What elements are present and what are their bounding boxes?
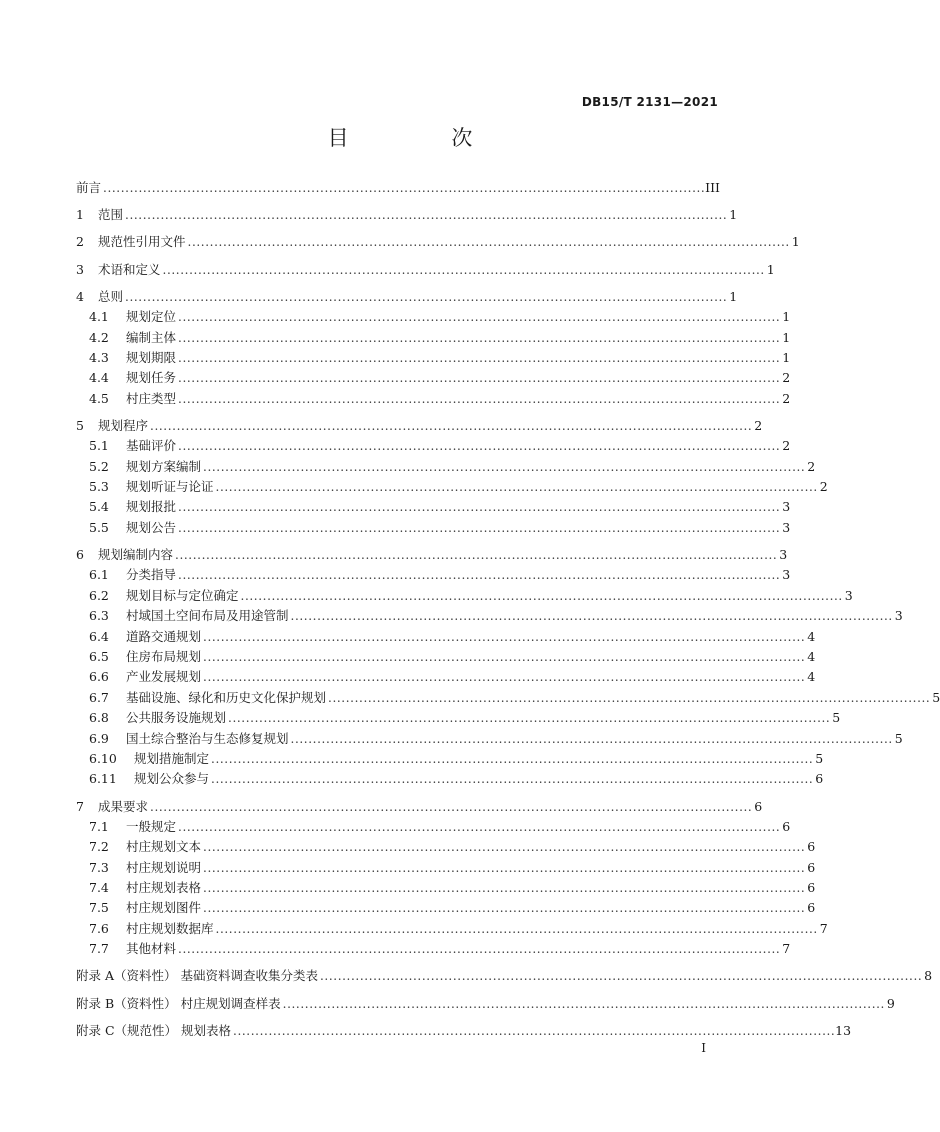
toc-entry[interactable]: [76, 878, 816, 898]
toc-entry[interactable]: [76, 586, 853, 606]
toc-entry-page: 4: [807, 648, 816, 664]
toc-entry-title: 规划目标与定位确定: [126, 587, 239, 603]
toc-entry-title: 规划方案编制: [126, 458, 202, 474]
toc-entry[interactable]: [76, 994, 895, 1014]
dot-leader: [125, 287, 725, 307]
toc-entry-title: 规划报批: [126, 499, 177, 515]
dot-leader: [283, 994, 883, 1014]
toc-entry[interactable]: [76, 817, 791, 837]
dot-leader: [241, 586, 841, 606]
page-title: 目 次: [327, 126, 521, 150]
toc-entry-number: 6.4: [89, 628, 109, 644]
toc-entry[interactable]: [76, 688, 940, 708]
toc-entry[interactable]: [76, 667, 816, 687]
toc-entry[interactable]: [76, 436, 791, 456]
toc-entry[interactable]: [76, 837, 816, 857]
dot-leader: [228, 708, 828, 728]
toc-entry[interactable]: [76, 647, 816, 667]
toc-entry-title: 道路交通规划: [126, 628, 202, 644]
toc-entry-number: 6.9: [89, 730, 109, 746]
dot-leader: [178, 348, 778, 368]
dot-leader: [178, 518, 778, 538]
toc-entry-page: 2: [782, 370, 791, 386]
toc-entry[interactable]: [76, 389, 791, 409]
dot-leader: [216, 919, 816, 939]
toc-entry-title: 规划期限: [126, 349, 177, 365]
toc-entry-title: 村域国土空间布局及用途管制: [126, 608, 289, 624]
toc-entry-title: 村庄规划表格: [126, 880, 202, 896]
dot-leader: [178, 328, 778, 348]
dot-leader: [211, 769, 811, 789]
dot-leader: [188, 232, 788, 252]
toc-entry[interactable]: [76, 457, 816, 477]
toc-entry-number: 6.2: [89, 587, 109, 603]
dot-leader: [178, 307, 778, 327]
dot-leader: [150, 797, 750, 817]
dot-leader: [203, 627, 803, 647]
dot-leader: [211, 749, 811, 769]
toc-entry[interactable]: [76, 178, 720, 198]
dot-leader: [178, 368, 778, 388]
toc-entry-page: 6: [754, 798, 763, 814]
toc-entry-number: 6.10: [89, 750, 117, 766]
toc-entry-title: 编制主体: [126, 329, 177, 345]
toc-entry-page: 3: [782, 499, 791, 515]
toc-entry-title: 总则: [98, 288, 124, 304]
dot-leader: [203, 457, 803, 477]
toc-entry-page: 6: [807, 880, 816, 896]
document-code: DB15/T 2131—2021: [581, 95, 718, 109]
toc-entry-page: 1: [766, 261, 775, 277]
toc-entry-page: 4: [807, 669, 816, 685]
toc-entry-page: 6: [782, 818, 791, 834]
dot-leader: [291, 606, 891, 626]
dot-leader: [178, 565, 778, 585]
toc-entry-number: 3: [76, 261, 84, 277]
toc-entry-title: 规划听证与论证: [126, 479, 214, 495]
toc-entry-title: 规划程序: [98, 417, 149, 433]
toc-entry-number: 7.2: [89, 839, 109, 855]
toc-entry-title: 范围: [98, 207, 124, 223]
toc-entry-title: 村庄规划数据库: [126, 920, 214, 936]
toc-entry-number: 4.1: [89, 309, 109, 325]
dot-leader: [163, 260, 763, 280]
toc-entry-page: 7: [782, 941, 791, 957]
toc-entry-number: 7.1: [89, 818, 109, 834]
toc-entry-page: 8: [924, 968, 933, 984]
toc-entry-page: 5: [932, 689, 940, 705]
toc-entry-page: 3: [894, 608, 903, 624]
toc-entry[interactable]: [76, 966, 933, 986]
toc-entry[interactable]: [76, 307, 791, 327]
toc-entry-page: III: [705, 180, 720, 195]
dot-leader: [216, 477, 816, 497]
toc-entry-number: 7.4: [89, 880, 109, 896]
toc-entry[interactable]: [76, 565, 791, 585]
toc-entry-page: 9: [886, 995, 895, 1011]
toc-entry-number: 5.1: [89, 438, 109, 454]
toc-entry[interactable]: [76, 606, 903, 626]
toc-entry-number: 5.2: [89, 458, 109, 474]
toc-entry-page: 1: [729, 207, 738, 223]
toc-entry-title: 规划定位: [126, 309, 177, 325]
toc-entry[interactable]: [76, 328, 791, 348]
toc-entry-number: 5: [76, 417, 84, 433]
toc-entry[interactable]: [76, 898, 816, 918]
toc-entry-title: 住房布局规划: [126, 648, 202, 664]
toc-entry[interactable]: [76, 858, 816, 878]
toc-entry-title: 规划公众参与: [134, 771, 210, 787]
toc-entry[interactable]: [76, 368, 791, 388]
page-number: I: [701, 1041, 706, 1055]
toc-entry[interactable]: [76, 939, 791, 959]
dot-leader: [320, 966, 920, 986]
toc-entry-page: 2: [782, 438, 791, 454]
dot-leader: [175, 545, 775, 565]
toc-entry-number: 5.5: [89, 519, 109, 535]
dot-leader: [328, 688, 928, 708]
toc-entry-number: 7.3: [89, 859, 109, 875]
toc-entry-title: 规划编制内容: [98, 547, 174, 563]
toc-entry[interactable]: [76, 477, 828, 497]
toc-entry[interactable]: [76, 205, 738, 225]
dot-leader: [103, 178, 703, 198]
toc-entry-number: 4.4: [89, 370, 109, 386]
toc-entry-number: 5.4: [89, 499, 109, 515]
toc-entry-page: 1: [729, 288, 738, 304]
toc-entry-page: 1: [782, 349, 791, 365]
dot-leader: [291, 729, 891, 749]
toc-entry[interactable]: [76, 729, 903, 749]
toc-entry-title: 附录 C（规范性） 规划表格: [76, 1022, 232, 1038]
dot-leader: [178, 497, 778, 517]
toc-entry-title: 附录 A（资料性） 基础资料调查收集分类表: [76, 968, 318, 984]
toc-entry-title: 基础评价: [126, 438, 177, 454]
toc-entry-number: 4.3: [89, 349, 109, 365]
toc-entry-number: 2: [76, 234, 84, 250]
dot-leader: [203, 858, 803, 878]
toc-entry-title: 一般规定: [126, 818, 177, 834]
toc-entry-title: 前言: [76, 180, 102, 195]
toc-entry-number: 6.11: [89, 771, 117, 787]
toc-entry-number: 5.3: [89, 479, 109, 495]
toc-entry-title: 分类指导: [126, 567, 177, 583]
toc-entry-number: 6.6: [89, 669, 109, 685]
toc-entry-number: 6.8: [89, 710, 109, 726]
toc-entry-title: 规划任务: [126, 370, 177, 386]
toc-entry-title: 附录 B（资料性） 村庄规划调查样表: [76, 995, 281, 1011]
toc-entry-page: 5: [894, 730, 903, 746]
toc-entry-title: 国土综合整治与生态修复规划: [126, 730, 289, 746]
toc-entry[interactable]: [76, 919, 828, 939]
toc-entry[interactable]: [76, 497, 791, 517]
toc-entry-page: 2: [754, 417, 763, 433]
toc-entry-number: 6: [76, 547, 84, 563]
toc-entry-page: 6: [807, 900, 816, 916]
toc-entry-title: 村庄规划文本: [126, 839, 202, 855]
dot-leader: [178, 389, 778, 409]
toc-entry-page: 1: [782, 329, 791, 345]
toc-entry[interactable]: [76, 232, 800, 252]
toc-entry-page: 3: [844, 587, 853, 603]
toc-entry-title: 其他材料: [126, 941, 177, 957]
toc-entry-number: 7.5: [89, 900, 109, 916]
dot-leader: [233, 1021, 833, 1041]
toc-entry-number: 4: [76, 288, 84, 304]
toc-entry-title: 规范性引用文件: [98, 234, 186, 250]
toc-entry-number: 1: [76, 207, 84, 223]
toc-entry-number: 6.1: [89, 567, 109, 583]
toc-entry-title: 规划公告: [126, 519, 177, 535]
toc-entry-number: 6.7: [89, 689, 109, 705]
toc-entry[interactable]: [76, 348, 791, 368]
toc-entry-number: 4.5: [89, 390, 109, 406]
dot-leader: [178, 817, 778, 837]
toc-entry-number: 7: [76, 798, 84, 814]
toc-entry-page: 7: [819, 920, 828, 936]
toc-entry-title: 村庄类型: [126, 390, 177, 406]
toc-entry-page: 2: [807, 458, 816, 474]
toc-entry[interactable]: [76, 797, 763, 817]
dot-leader: [203, 878, 803, 898]
table-of-contents: [76, 178, 940, 1041]
toc-entry-number: 6.3: [89, 608, 109, 624]
dot-leader: [203, 647, 803, 667]
toc-entry-number: 6.5: [89, 648, 109, 664]
dot-leader: [125, 205, 725, 225]
dot-leader: [178, 939, 778, 959]
toc-entry-page: 4: [807, 628, 816, 644]
toc-entry-page: 1: [791, 234, 800, 250]
toc-entry[interactable]: [76, 749, 824, 769]
toc-entry-page: 6: [807, 859, 816, 875]
toc-entry-title: 公共服务设施规划: [126, 710, 227, 726]
toc-entry-page: 13: [835, 1022, 852, 1038]
toc-entry-page: 3: [779, 547, 788, 563]
toc-entry[interactable]: [76, 708, 841, 728]
toc-entry-number: 7.6: [89, 920, 109, 936]
toc-entry-page: 2: [782, 390, 791, 406]
toc-entry[interactable]: [76, 545, 788, 565]
toc-entry-title: 规划措施制定: [134, 750, 210, 766]
toc-entry-title: 村庄规划说明: [126, 859, 202, 875]
toc-entry-title: 术语和定义: [98, 261, 161, 277]
dot-leader: [178, 436, 778, 456]
toc-entry-page: 3: [782, 567, 791, 583]
toc-entry-number: 7.7: [89, 941, 109, 957]
toc-entry[interactable]: [76, 260, 775, 280]
toc-entry-page: 3: [782, 519, 791, 535]
dot-leader: [203, 898, 803, 918]
dot-leader: [203, 837, 803, 857]
toc-entry-page: 6: [815, 771, 824, 787]
toc-entry-page: 5: [815, 750, 824, 766]
toc-entry[interactable]: [76, 627, 816, 647]
toc-entry-number: 4.2: [89, 329, 109, 345]
toc-entry[interactable]: [76, 769, 824, 789]
toc-entry-page: 6: [807, 839, 816, 855]
toc-entry-page: 5: [832, 710, 841, 726]
toc-entry[interactable]: [76, 518, 791, 538]
toc-entry-page: 1: [782, 309, 791, 325]
toc-entry-title: 村庄规划图件: [126, 900, 202, 916]
toc-entry[interactable]: [76, 416, 763, 436]
toc-entry[interactable]: [76, 287, 738, 307]
dot-leader: [150, 416, 750, 436]
dot-leader: [203, 667, 803, 687]
toc-entry[interactable]: [76, 1021, 852, 1041]
toc-entry-title: 基础设施、绿化和历史文化保护规划: [126, 689, 327, 705]
toc-entry-page: 2: [819, 479, 828, 495]
toc-entry-title: 产业发展规划: [126, 669, 202, 685]
toc-entry-title: 成果要求: [98, 798, 149, 814]
